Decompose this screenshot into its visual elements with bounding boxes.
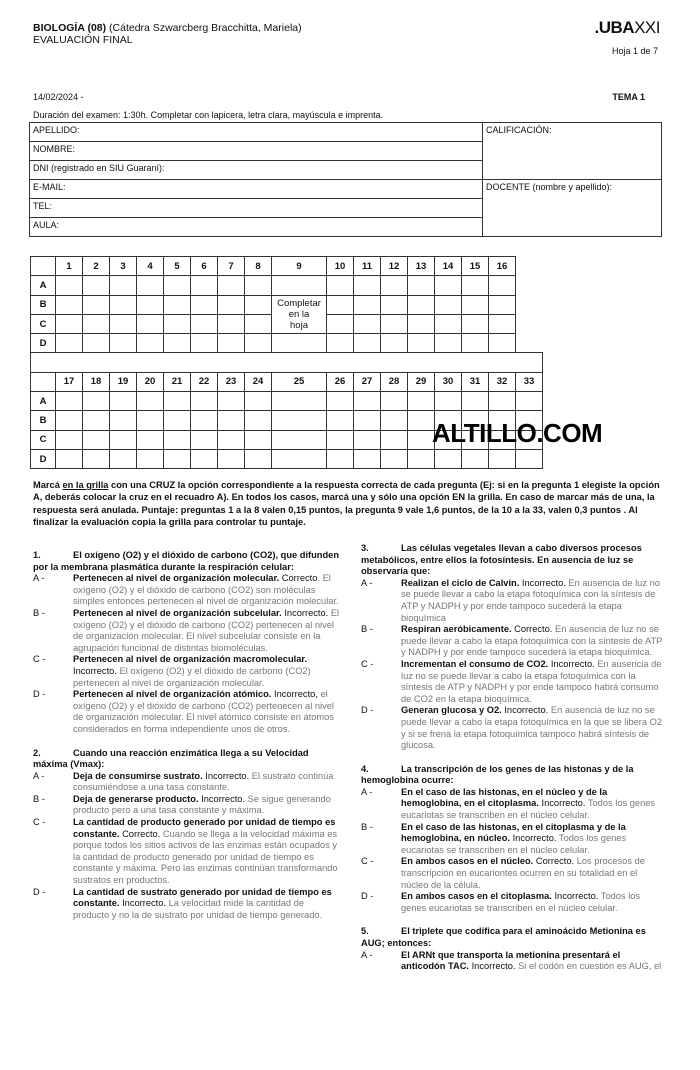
option-text: Pertenecen al nivel de organización subcelular.	[73, 607, 282, 618]
answer-cell[interactable]	[83, 411, 110, 430]
option-text: En el caso de las histonas, en el núcleo y de la hemoglobina, en el citoplasma.	[401, 786, 608, 809]
grid-option-label: C	[31, 430, 56, 449]
calificacion-field[interactable]: CALIFICACIÓN:	[483, 123, 662, 180]
answer-cell[interactable]	[408, 314, 435, 333]
grid-question-number: 1	[56, 257, 83, 276]
grid-question-number: 21	[164, 372, 191, 391]
answer-cell[interactable]	[408, 449, 435, 468]
email-field[interactable]: E-MAIL:	[30, 180, 483, 199]
answer-cell[interactable]	[191, 449, 218, 468]
answer-cell[interactable]	[354, 392, 381, 411]
option-explanation: En ausencia de luz no se puede llevar a cabo la etapa fotoquímica con la síntesis de ATP y NADPH y por ende tampoco sucederá la etapa bioquímica.	[401, 624, 663, 658]
answer-cell[interactable]	[462, 314, 489, 333]
answer-cell[interactable]	[381, 295, 408, 314]
course-title: BIOLOGÍA (08)	[33, 22, 107, 34]
answer-option	[361, 950, 667, 973]
answer-cell[interactable]	[56, 411, 83, 430]
option-verdict: Incorrecto.	[73, 665, 117, 676]
answer-cell[interactable]	[137, 276, 164, 295]
answer-option	[33, 771, 341, 794]
option-verdict: Incorrecto.	[551, 891, 599, 902]
answer-cell[interactable]	[354, 334, 381, 353]
option-text: Pertenecen al nivel de organización molecular.	[73, 573, 280, 584]
answer-option	[33, 573, 341, 608]
answer-option	[361, 659, 667, 705]
grid-option-label: A	[31, 392, 56, 411]
option-text: Respiran aeróbicamente.	[401, 624, 512, 635]
grid-question-number: 14	[435, 257, 462, 276]
grid-question-number: 9	[272, 257, 327, 276]
answer-cell[interactable]	[327, 295, 354, 314]
option-verdict: Incorrecto.	[548, 658, 595, 669]
answer-cell[interactable]	[327, 334, 354, 353]
answer-cell[interactable]	[245, 449, 272, 468]
answer-cell[interactable]	[381, 411, 408, 430]
answer-cell[interactable]	[56, 334, 83, 353]
answer-option	[361, 578, 667, 624]
answer-cell[interactable]	[83, 295, 110, 314]
option-text: En ambos casos en el núcleo.	[401, 856, 534, 867]
answer-cell[interactable]	[381, 392, 408, 411]
grid-option-label: D	[31, 334, 56, 353]
option-explanation: Todos los genes eucariotas se transcriben en el núcleo celular.	[401, 798, 656, 821]
answer-cell[interactable]	[218, 276, 245, 295]
grid-question-number: 8	[245, 257, 272, 276]
answer-option	[361, 787, 667, 822]
option-letter: D -	[361, 705, 374, 716]
student-info-table	[29, 122, 662, 237]
answer-cell[interactable]	[516, 449, 543, 468]
answer-cell[interactable]	[218, 449, 245, 468]
right-question-column	[361, 543, 667, 985]
answer-cell[interactable]	[408, 430, 435, 449]
option-explanation: Si el codón en cuestión es AUG, el	[515, 961, 662, 972]
answer-cell[interactable]	[218, 295, 245, 314]
answer-cell[interactable]	[164, 276, 191, 295]
grid-option-label: C	[31, 314, 56, 333]
option-letter: C -	[361, 658, 374, 669]
answer-cell[interactable]	[462, 334, 489, 353]
answer-cell[interactable]	[83, 276, 110, 295]
answer-cell[interactable]	[272, 449, 327, 468]
answer-cell[interactable]	[272, 334, 327, 353]
option-letter: C -	[361, 856, 374, 867]
answer-cell[interactable]	[245, 334, 272, 353]
option-letter: B -	[33, 793, 45, 804]
answer-cell[interactable]	[327, 430, 354, 449]
answer-cell[interactable]	[83, 314, 110, 333]
answer-cell[interactable]	[83, 430, 110, 449]
answer-cell[interactable]	[381, 334, 408, 353]
exam-duration: Duración del examen: 1:30h. Completar con lapicera, letra clara, mayúscula e imprenta.	[33, 110, 384, 120]
answer-cell[interactable]	[218, 392, 245, 411]
grid-question-number: 32	[489, 372, 516, 391]
option-letter: D -	[33, 689, 46, 700]
answer-cell[interactable]	[164, 334, 191, 353]
answer-option	[33, 654, 341, 689]
answer-cell[interactable]	[191, 430, 218, 449]
answer-cell[interactable]	[435, 449, 462, 468]
answer-cell[interactable]	[435, 295, 462, 314]
answer-cell[interactable]	[354, 295, 381, 314]
answer-cell[interactable]	[272, 392, 327, 411]
answer-cell[interactable]	[435, 314, 462, 333]
answer-option	[361, 822, 667, 857]
grid-question-number: 5	[164, 257, 191, 276]
answer-cell[interactable]	[381, 449, 408, 468]
answer-cell[interactable]	[110, 314, 137, 333]
option-explanation: Cuando se llega a la velocidad máxima es porque todos los sitios activos de las enzimas están ocupados y la cantidad de producto generado por unidad de tiempo es constante y máxima. Pero las enzimas continúan transformando sustratos en productos.	[73, 828, 338, 886]
option-letter: A -	[361, 577, 373, 588]
grid-question-number: 23	[218, 372, 245, 391]
answer-cell[interactable]	[245, 411, 272, 430]
answer-cell[interactable]	[462, 392, 489, 411]
answer-option	[361, 891, 667, 914]
option-explanation: En ausencia de luz no se puede llevar a cabo la etapa fotoquímica con la síntesis de ATP y NADPH y por ende tampoco habrá consumo de CO2 en la etapa bioquímica.	[401, 658, 662, 704]
option-verdict: Incorrecto.	[501, 705, 549, 716]
answer-cell[interactable]	[56, 314, 83, 333]
grid-question-number: 4	[137, 257, 164, 276]
answer-cell[interactable]	[245, 276, 272, 295]
question-statement: Cuando una reacción enzimática llega a su Velocidad máxima (Vmax):	[33, 747, 309, 770]
tel-field[interactable]: TEL:	[30, 199, 483, 218]
answer-cell[interactable]	[137, 334, 164, 353]
option-text: Generan glucosa y O2.	[401, 705, 502, 716]
answer-cell[interactable]	[110, 276, 137, 295]
answer-cell[interactable]	[272, 411, 327, 430]
grid-question-number: 33	[516, 372, 543, 391]
grid-question-number: 18	[83, 372, 110, 391]
sheet-number: Hoja 1 de 7	[611, 46, 658, 56]
answer-cell[interactable]	[272, 430, 327, 449]
option-verdict: Incorrecto.	[519, 577, 566, 588]
option-verdict: Correcto.	[533, 856, 575, 867]
option-text: Deja de generarse producto.	[73, 793, 199, 804]
question-text	[361, 764, 667, 787]
grid-question-number: 27	[354, 372, 381, 391]
answer-cell[interactable]	[56, 295, 83, 314]
answer-cell[interactable]	[489, 276, 516, 295]
grid-question-number: 24	[245, 372, 272, 391]
option-letter: B -	[361, 624, 373, 635]
answer-cell[interactable]	[164, 314, 191, 333]
answer-cell[interactable]	[137, 392, 164, 411]
answer-cell[interactable]	[137, 430, 164, 449]
instructions: Marcá en la grilla con una CRUZ la opción correspondiente a la respuesta correcta de cada pregunta (Ej: si en la pregunta 1 elegiste la opción A, deberás colocar la cruz en el recuadro A). En todos los casos, marcá una y sólo una opción EN la grilla. En caso de marcar más de una, la respuesta será anulada. Puntaje: preguntas 1 a la 8 valen 0,15 puntos, la pregunta 9 vale 1,6 puntos, de la 10 a la 33, valen 0,3 puntos . Al finalizar la evaluación copia la grilla para controlar tu puntaje.	[33, 480, 660, 528]
option-explanation: Se sigue generando producto pero a una tasa constante y máxima.	[73, 793, 331, 816]
grid-option-label: A	[31, 276, 56, 295]
answer-cell[interactable]	[489, 314, 516, 333]
left-question-column	[33, 550, 341, 933]
option-verdict: Correcto.	[511, 624, 553, 635]
answer-cell[interactable]	[110, 334, 137, 353]
grid-option-label: D	[31, 449, 56, 468]
grid-question-number: 17	[56, 372, 83, 391]
answer-cell[interactable]	[354, 449, 381, 468]
answer-cell[interactable]	[164, 295, 191, 314]
question-number: 3.	[361, 543, 369, 553]
answer-cell[interactable]	[408, 411, 435, 430]
grid-question-number: 19	[110, 372, 137, 391]
answer-cell[interactable]	[462, 449, 489, 468]
option-letter: B -	[33, 607, 45, 618]
question-text	[361, 543, 667, 578]
answer-cell[interactable]	[191, 314, 218, 333]
answer-cell[interactable]	[408, 392, 435, 411]
grid-question-number: 28	[381, 372, 408, 391]
option-explanation: Todos los genes eucariotas se transcriben en el núcleo celular.	[401, 833, 627, 855]
grid-corner	[31, 257, 56, 276]
answer-cell[interactable]	[435, 276, 462, 295]
option-verdict: Correcto.	[119, 828, 161, 839]
answer-cell[interactable]	[354, 430, 381, 449]
exam-date: 14/02/2024 -	[33, 92, 84, 102]
answer-cell[interactable]	[354, 314, 381, 333]
answer-option	[361, 856, 667, 891]
answer-cell[interactable]	[435, 334, 462, 353]
answer-cell[interactable]	[327, 314, 354, 333]
answer-cell[interactable]	[191, 276, 218, 295]
option-explanation: Todos los genes eucariotas se transcriben en el núcleo celular.	[401, 891, 641, 913]
grid-question-number: 25	[272, 372, 327, 391]
answer-cell[interactable]	[164, 430, 191, 449]
answer-cell[interactable]	[191, 411, 218, 430]
answer-option	[33, 887, 341, 922]
answer-cell[interactable]	[218, 314, 245, 333]
watermark: ALTILLO.COM	[432, 418, 603, 448]
option-explanation: La velocidad mide la cantidad de producto y no la de sustrato por unidad de tiempo generado.	[73, 898, 323, 920]
grid-question-number: 3	[110, 257, 137, 276]
answer-cell[interactable]	[191, 334, 218, 353]
grid-question-number: 7	[218, 257, 245, 276]
answer-option	[361, 705, 667, 751]
option-explanation: El oxígeno (O2) y el dióxido de carbono (CO2) pertenecen al nivel de organización molecular.	[73, 665, 311, 688]
answer-cell[interactable]	[489, 295, 516, 314]
question	[361, 764, 667, 915]
answer-option	[33, 608, 341, 654]
grid-question-number: 10	[327, 257, 354, 276]
option-verdict: Incorrecto.	[538, 798, 586, 809]
answer-cell[interactable]	[327, 392, 354, 411]
question	[33, 550, 341, 736]
grid-question-number: 2	[83, 257, 110, 276]
grid-question-number: 20	[137, 372, 164, 391]
option-verdict: Incorrecto.	[469, 961, 516, 972]
grid-question-number: 30	[435, 372, 462, 391]
option-verdict: Incorrecto.	[281, 607, 329, 618]
exam-subtitle: EVALUACIÓN FINAL	[33, 34, 133, 46]
completar-note: Completar en la hoja	[277, 297, 321, 331]
grid-question-number: 22	[191, 372, 218, 391]
answer-cell[interactable]	[110, 411, 137, 430]
answer-cell[interactable]	[516, 392, 543, 411]
answer-cell[interactable]	[218, 411, 245, 430]
grid-question-number: 13	[408, 257, 435, 276]
grid-question-number: 11	[354, 257, 381, 276]
option-letter: B -	[361, 821, 373, 832]
option-letter: A -	[361, 949, 373, 960]
answer-cell[interactable]	[164, 392, 191, 411]
answer-cell[interactable]	[164, 449, 191, 468]
answer-cell[interactable]	[408, 276, 435, 295]
grid-question-number: 31	[462, 372, 489, 391]
answer-cell[interactable]	[56, 276, 83, 295]
option-letter: D -	[361, 891, 374, 902]
question	[33, 748, 341, 922]
option-letter: C -	[33, 654, 46, 665]
question	[361, 543, 667, 752]
answer-cell[interactable]	[110, 449, 137, 468]
nombre-field[interactable]: NOMBRE:	[30, 142, 483, 161]
aula-field[interactable]: AULA:	[30, 218, 483, 237]
answer-option	[33, 794, 341, 817]
answer-cell[interactable]	[245, 295, 272, 314]
answer-cell[interactable]	[408, 334, 435, 353]
answer-cell[interactable]	[354, 276, 381, 295]
question	[361, 926, 667, 972]
option-explanation: En ausencia de luz no se puede llevar a cabo la etapa fotoquímica con la síntesis de ATP y NADPH y por ende tampoco sucederá la etapa bioquímica	[401, 577, 660, 623]
answer-cell[interactable]	[327, 449, 354, 468]
option-text: La cantidad de producto generado por unidad de tiempo es constante.	[73, 817, 336, 839]
answer-cell[interactable]	[245, 392, 272, 411]
answer-cell[interactable]	[110, 392, 137, 411]
answer-cell[interactable]	[164, 411, 191, 430]
option-verdict: Incorrecto.	[202, 770, 250, 781]
grid-question-number: 15	[462, 257, 489, 276]
answer-cell[interactable]	[83, 334, 110, 353]
option-verdict: Correcto	[279, 573, 318, 584]
answer-cell[interactable]	[83, 449, 110, 468]
question-text	[33, 748, 341, 771]
answer-cell[interactable]	[56, 430, 83, 449]
option-text: La cantidad de sustrato generado por unidad de tiempo es constante.	[73, 886, 332, 909]
answer-cell[interactable]	[435, 392, 462, 411]
uba-logo: .UBAXXI	[594, 18, 660, 37]
answer-cell[interactable]	[191, 392, 218, 411]
question-statement: El oxígeno (O2) y el dióxido de carbono (CO2), que difunden por la membrana plasmática durante la respiración celular:	[33, 550, 340, 572]
option-explanation: El sustrato continúa consumiéndose a una tasa constante.	[73, 770, 334, 793]
option-letter: D -	[33, 886, 46, 897]
answer-cell[interactable]	[191, 295, 218, 314]
grid-option-label: B	[31, 295, 56, 314]
answer-cell[interactable]	[462, 295, 489, 314]
option-text: En ambos casos en el citoplasma.	[401, 891, 552, 902]
dni-field[interactable]: DNI (registrado en SIU Guaraní):	[30, 161, 483, 180]
answer-cell[interactable]	[381, 314, 408, 333]
grid-option-label: B	[31, 411, 56, 430]
option-text: Pertenecen al nivel de organización atómico.	[73, 689, 272, 700]
answer-cell[interactable]	[83, 392, 110, 411]
option-letter: A -	[33, 770, 45, 781]
answer-cell[interactable]	[272, 276, 327, 295]
option-explanation: el oxígeno (O2) y el dióxido de carbono (CO2) pertenecen al nivel de organización molecular. El nivel atómico consiste en átomos considerados en forma independiente unos de otros.	[73, 689, 334, 734]
question-statement: Las células vegetales llevan a cabo diversos procesos metabólicos, entre ellos la fotosíntesis. En ausencia de luz se observaría que:	[361, 543, 642, 577]
option-text: Incrementan el consumo de CO2.	[401, 658, 549, 669]
option-explanation: En ausencia de luz no se puede llevar a cabo la etapa fotoquímica en la que se libera O2 y si se frena la etapa fotoquímica tampoco habrá síntesis de glucosa.	[401, 705, 663, 751]
answer-cell[interactable]	[381, 430, 408, 449]
option-verdict: Incorrecto.	[119, 898, 167, 909]
course-chair: (Cátedra Szwarcberg Bracchitta, Mariela)	[106, 22, 302, 34]
question-text	[33, 550, 341, 573]
option-letter: C -	[33, 817, 46, 828]
option-letter: A -	[33, 573, 45, 584]
answer-option	[33, 817, 341, 887]
answer-cell[interactable]	[489, 392, 516, 411]
grid-question-number: 26	[327, 372, 354, 391]
question-number: 4.	[361, 763, 369, 774]
answer-cell[interactable]	[489, 449, 516, 468]
option-text: Pertenecen al nivel de organización macromolecular.	[73, 654, 308, 665]
answer-cell[interactable]	[408, 295, 435, 314]
exam-tema: TEMA 1	[612, 92, 645, 102]
question-statement: El triplete que codifica para el aminoácido Metionina es AUG; entonces:	[361, 926, 646, 948]
answer-cell[interactable]	[354, 411, 381, 430]
answer-cell[interactable]	[245, 314, 272, 333]
question-number: 2.	[33, 747, 41, 758]
option-explanation: . El oxígeno (O2) y el dióxido de carbono (CO2) son moléculas simples entonces pertenecen al nivel de organización molecular.	[73, 573, 339, 607]
grid-separator	[31, 353, 543, 372]
option-verdict: Incorrecto.	[510, 833, 557, 844]
answer-cell[interactable]	[327, 276, 354, 295]
docente-field[interactable]: DOCENTE (nombre y apellido):	[483, 180, 662, 237]
grid-question-number: 12	[381, 257, 408, 276]
option-verdict: Incorrecto,	[271, 689, 318, 700]
option-letter: A -	[361, 786, 373, 797]
answer-cell[interactable]	[56, 449, 83, 468]
answer-cell[interactable]	[381, 276, 408, 295]
answer-cell[interactable]	[137, 314, 164, 333]
option-text: Deja de consumirse sustrato.	[73, 770, 203, 781]
grid-corner	[31, 372, 56, 391]
answer-cell[interactable]	[137, 295, 164, 314]
answer-cell[interactable]	[327, 411, 354, 430]
option-text: En el caso de las histonas, en el citoplasma y de la hemoglobina, en núcleo.	[401, 821, 626, 844]
option-explanation: Los procesos de transcripción en eucariontes ocurren en su totalidad en el núcleo de la célula.	[401, 856, 645, 890]
apellido-field[interactable]: APELLIDO:	[30, 123, 483, 142]
answer-cell[interactable]	[110, 295, 137, 314]
answer-cell[interactable]	[245, 430, 272, 449]
answer-cell[interactable]	[462, 276, 489, 295]
answer-cell[interactable]	[137, 411, 164, 430]
exam-header	[33, 22, 302, 46]
answer-cell[interactable]	[218, 430, 245, 449]
option-text: El ARNt que transporta la metionina presentará el anticodón TAC.	[401, 949, 621, 972]
option-text: Realizan el ciclo de Calvin.	[401, 577, 520, 588]
question-number: 1.	[33, 550, 41, 560]
answer-cell[interactable]	[218, 334, 245, 353]
answer-cell[interactable]	[137, 449, 164, 468]
question-text	[361, 926, 667, 949]
option-explanation: El oxígeno (O2) y el dióxido de carbono (CO2) pertenecen al nivel de organización molecular. El nivel subcelular consiste en la agrupación funcional de distintas biomoléculas.	[73, 607, 340, 653]
answer-cell[interactable]	[56, 392, 83, 411]
question-number: 5.	[361, 926, 369, 937]
answer-option	[361, 624, 667, 659]
answer-option	[33, 689, 341, 735]
grid-question-number: 29	[408, 372, 435, 391]
grid-question-number: 16	[489, 257, 516, 276]
answer-cell[interactable]	[489, 334, 516, 353]
question-statement: La transcripción de los genes de las histonas y de la hemoglobina ocurre:	[361, 763, 634, 786]
option-verdict: Incorrecto.	[198, 793, 246, 804]
answer-cell[interactable]	[110, 430, 137, 449]
grid-question-number: 6	[191, 257, 218, 276]
